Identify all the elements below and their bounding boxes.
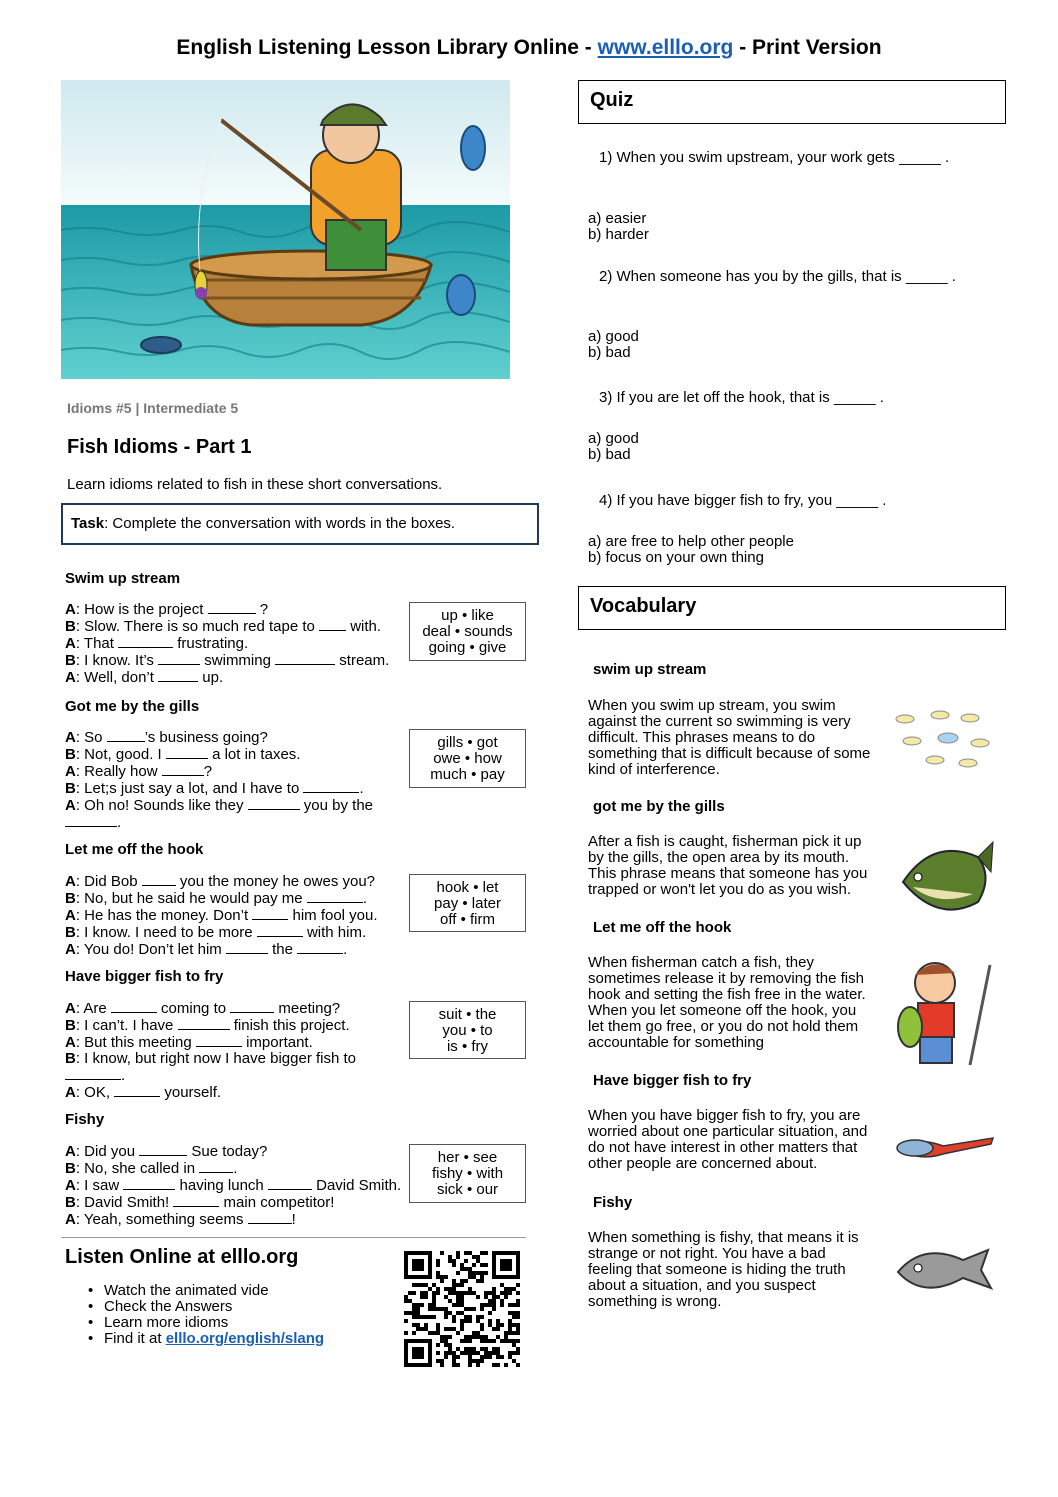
vocab-illustration [893,1128,995,1168]
quiz-question: 3) If you are let off the hook, that is _____ . [599,389,884,406]
word-box-line: you • to [442,1022,493,1039]
conversation-line [65,1160,401,1177]
word-box-line: suit • the [438,1006,497,1023]
line-text: : You do! Don’t let him [75,941,226,958]
line-text: : Well, don’t [75,669,159,686]
definition-line: worried about one particular situation, and [588,1123,868,1140]
line-text: you the money he owes you? [175,873,376,890]
fisherman-illustration [61,80,510,379]
line-text: : I know, but right now I have bigger fish to [75,1050,357,1067]
conversation-line [65,941,378,958]
speaker-label: B [65,890,76,907]
line-text: : I saw [75,1177,124,1194]
line-text: : Let;s just say a lot, and I have to [75,780,304,797]
word-box-line: gills • got [437,734,498,751]
answer-blank[interactable] [142,873,176,886]
quiz-option[interactable]: b) bad [588,446,631,463]
speaker-label: B [65,652,76,669]
line-text: : Really how [75,763,162,780]
listen-title: Listen Online at elllo.org [65,1246,299,1268]
definition-line: This phrase means that someone has you [588,865,868,882]
definition-line: let them go free, or you do not hold them [588,1018,859,1035]
word-box-line: her • see [437,1149,498,1166]
lesson-intro: Learn idioms related to fish in these short conversations. [67,476,443,493]
line-text: ’s business going? [144,729,268,746]
speaker-label: A [65,635,76,652]
line-text: up. [198,669,224,686]
line-text: : David Smith! [75,1194,174,1211]
quiz-options [588,431,639,463]
conversation-line [65,652,389,669]
word-box-line: sick • our [436,1181,499,1198]
listen-item: • Watch the animated vide [86,1283,324,1299]
header-prefix: English Listening Lesson Library Online - [176,36,598,59]
line-text: : Slow. There is so much red tape to [75,618,320,635]
line-text: : Are [75,1000,111,1017]
line-text: : I know. It’s [75,652,159,669]
line-text: . [359,780,364,797]
definition-line: feeling that someone is hiding the truth [588,1261,846,1278]
answer-blank[interactable] [248,797,300,810]
vocab-illustration [893,1242,995,1296]
word-box [409,602,526,661]
vocab-heading: Vocabulary [578,586,1006,630]
answer-blank[interactable] [226,941,268,954]
definition-line: strange or not right. You have a bad [588,1245,826,1262]
answer-blank[interactable] [118,635,173,648]
line-text: : I can’t. I have [75,1017,178,1034]
quiz-option[interactable]: a) are free to help other people [588,533,794,550]
line-text: : I know. I need to be more [75,924,257,941]
quiz-option[interactable]: a) good [588,328,639,345]
line-text: coming to [156,1000,231,1017]
quiz-option[interactable]: a) easier [588,210,647,227]
line-text: . [343,941,348,958]
definition-line: kind of interference. [588,761,720,778]
line-text: : He has the money. Don’t [75,907,253,924]
definition-line: When you let someone off the hook, you [588,1002,857,1019]
word-box-line: fishy • with [431,1165,504,1182]
word-box-line: deal • sounds [422,623,513,640]
task-label: Task [71,515,105,532]
conversation-line [65,873,378,890]
conversation-line [65,763,373,780]
conversation-line [65,1000,356,1017]
speaker-label: B [65,1160,76,1177]
find-prefix: Find it at [104,1330,166,1347]
answer-blank[interactable] [158,669,198,682]
answer-blank[interactable] [257,924,303,937]
definition-line: do not have interest in other matters that [588,1139,858,1156]
word-box-line: off • firm [440,911,495,928]
word-box-line: pay • later [434,895,501,912]
line-text: : Not, good. I [75,746,166,763]
definition-line: something is wrong. [588,1293,722,1310]
answer-blank[interactable] [248,1211,292,1224]
conversation-line [65,890,378,907]
line-text: the [267,941,298,958]
definition-line: against the current so swimming is very [588,713,851,730]
answer-blank[interactable] [297,941,343,954]
vocab-term: Have bigger fish to fry [593,1072,752,1089]
line-text: ! [291,1211,296,1228]
answer-blank[interactable] [196,1034,242,1047]
vocab-definition [588,834,888,898]
quiz-question: 4) If you have bigger fish to fry, you _____ . [599,492,887,509]
line-text: . [117,814,122,831]
answer-blank[interactable] [65,814,117,827]
word-box-line: hook • let [436,879,499,896]
definition-line: When something is fishy, that means it is [588,1229,859,1246]
speaker-label: A [65,1000,76,1017]
conversation [65,729,373,831]
conversation-line [65,635,389,652]
speaker-label: A [65,669,76,686]
answer-blank[interactable] [178,1017,230,1030]
section-heading: Let me off the hook [65,841,204,858]
line-text: a lot in taxes. [207,746,301,763]
vocab-illustration [890,955,1000,1075]
slang-link[interactable]: elllo.org/english/slang [165,1330,325,1347]
line-text: : No, she called in [75,1160,200,1177]
word-box [409,1001,526,1059]
qr-code [404,1251,520,1367]
conversation-line [65,1017,356,1034]
vocab-illustration [890,705,1000,773]
listen-item [86,1331,324,1347]
conversation [65,601,389,686]
definition-line: accountable for something [588,1034,764,1051]
conversation-line [65,907,378,924]
conversation-line [65,780,373,797]
vocab-term: swim up stream [593,661,707,678]
word-box-line: up • like [441,607,494,624]
listen-item: • Learn more idioms [86,1315,324,1331]
conversation-line [65,669,389,686]
speaker-label: B [65,618,76,635]
conversation-line [65,601,389,618]
conversation [65,873,378,958]
speaker-label: A [65,1211,76,1228]
line-text: : No, but he said he would pay me [75,890,307,907]
line-text: : Oh no! Sounds like they [75,797,248,814]
line-text: with. [346,618,382,635]
line-text: him fool you. [288,907,378,924]
header-site-link[interactable]: www.elllo.org [597,36,734,59]
definition-line: After a fish is caught, fisherman pick it up [588,833,862,850]
answer-blank[interactable] [139,1143,187,1156]
speaker-label: A [65,797,76,814]
line-text: important. [241,1034,313,1051]
quiz-options [588,329,639,361]
lesson-title: Fish Idioms - Part 1 [67,436,252,458]
vocab-term: Fishy [593,1194,633,1211]
speaker-label: A [65,601,76,618]
answer-blank[interactable] [166,746,208,759]
line-text: finish this project. [229,1017,350,1034]
divider [61,1237,526,1238]
speaker-label: A [65,1034,76,1051]
header-suffix: - Print Version [733,36,882,59]
conversation-line [65,797,373,814]
answer-blank[interactable] [252,907,288,920]
line-text: you by the [299,797,374,814]
word-box [409,874,526,932]
conversation-line [65,1067,356,1084]
word-box-line: going • give [428,639,507,656]
definition-line: sometimes release it by removing the fish [588,970,864,987]
speaker-label: B [65,924,76,941]
definition-line: other people are concerned about. [588,1155,818,1172]
quiz-heading: Quiz [578,80,1006,124]
conversation-line [65,1143,401,1160]
line-text: David Smith. [311,1177,402,1194]
word-box [409,1144,526,1203]
answer-blank[interactable] [111,1000,157,1013]
speaker-label: A [65,873,76,890]
vocab-term: got me by the gills [593,798,725,815]
conversation-line [65,1084,356,1101]
section-heading: Have bigger fish to fry [65,968,224,985]
speaker-label: B [65,780,76,797]
definition-line: When you have bigger fish to fry, you are [588,1107,861,1124]
definition-line: by the gills, the open area by its mouth. [588,849,849,866]
definition-line: When you swim up stream, you swim [588,697,836,714]
conversation-line [65,1177,401,1194]
line-text: yourself. [160,1084,222,1101]
word-box-line: is • fry [446,1038,489,1055]
line-text: ? [203,763,213,780]
line-text: ? [255,601,269,618]
lesson-meta: Idioms #5 | Intermediate 5 [67,400,239,416]
conversation-line [65,814,373,831]
answer-blank[interactable] [230,1000,274,1013]
conversation-line [65,1034,356,1051]
conversation-line [65,1211,401,1228]
answer-blank[interactable] [268,1177,312,1190]
definition-line: When fisherman catch a fish, they [588,954,814,971]
page-header [0,36,1058,60]
task-box [61,503,539,545]
line-text: swimming [200,652,276,669]
line-text: : Yeah, something seems [75,1211,248,1228]
word-box [409,729,526,788]
listen-item: • Check the Answers [86,1299,324,1315]
conversation-line [65,746,373,763]
vocab-illustration [893,832,996,930]
line-text: . [233,1160,238,1177]
speaker-label: A [65,1143,76,1160]
vocab-definition [588,698,888,778]
answer-blank[interactable] [123,1177,175,1190]
line-text: stream. [335,652,390,669]
line-text: : That [75,635,119,652]
quiz-option[interactable]: a) good [588,430,639,447]
line-text: . [121,1067,126,1084]
line-text: : But this meeting [75,1034,196,1051]
conversation [65,1143,401,1228]
conversation-line [65,1194,401,1211]
vocab-term: Let me off the hook [593,919,732,936]
quiz-options [588,534,794,566]
line-text: frustrating. [173,635,249,652]
section-heading: Fishy [65,1111,105,1128]
answer-blank[interactable] [208,601,256,614]
line-text: : Did you [75,1143,140,1160]
speaker-label: B [65,1017,76,1034]
word-box-line: much • pay [430,766,505,783]
definition-line: difficult. This phrases means to do [588,729,816,746]
line-text: with him. [302,924,367,941]
quiz-option[interactable]: b) bad [588,344,631,361]
speaker-label: A [65,729,76,746]
line-text: Sue today? [187,1143,268,1160]
quiz-question: 1) When you swim upstream, your work gets _____ . [599,149,950,166]
line-text: having lunch [175,1177,268,1194]
conversation-line [65,618,389,635]
speaker-label: B [65,1194,76,1211]
line-text: : How is the project [75,601,208,618]
answer-blank[interactable] [303,780,359,793]
line-text: main competitor! [219,1194,335,1211]
answer-blank[interactable] [319,618,346,631]
line-text: : So [75,729,107,746]
task-text: : Complete the conversation with words in the boxes. [104,515,456,532]
line-text: : OK, [75,1084,115,1101]
answer-blank[interactable] [107,729,145,742]
section-heading: Got me by the gills [65,698,200,715]
speaker-label: B [65,746,76,763]
conversation-line [65,924,378,941]
speaker-label: B [65,1050,76,1067]
speaker-label: A [65,1177,76,1194]
answer-blank[interactable] [307,890,363,903]
answer-blank[interactable] [173,1194,219,1207]
answer-blank[interactable] [275,652,335,665]
quiz-option[interactable]: b) focus on your own thing [588,549,764,566]
conversation-line [65,729,373,746]
answer-blank[interactable] [158,652,200,665]
section-heading: Swim up stream [65,570,181,587]
definition-line: hook and setting the fish free in the water. [588,986,866,1003]
answer-blank[interactable] [162,763,204,776]
conversation-line [65,1051,356,1067]
word-box-line: owe • how [433,750,502,767]
vocab-definition [588,955,888,1051]
answer-blank[interactable] [199,1160,233,1173]
answer-blank[interactable] [114,1084,160,1097]
speaker-label: A [65,907,76,924]
vocab-definition [588,1108,888,1172]
vocab-definition [588,1230,888,1310]
line-text: : Did Bob [75,873,142,890]
conversation [65,1000,356,1101]
definition-line: something that is difficult because of some [588,745,871,762]
definition-line: trapped or won't let you do as you wish. [588,881,852,898]
speaker-label: A [65,941,76,958]
line-text: meeting? [274,1000,341,1017]
listen-list [86,1283,324,1347]
quiz-option[interactable]: b) harder [588,226,649,243]
quiz-options [588,211,649,243]
speaker-label: A [65,1084,76,1101]
answer-blank[interactable] [65,1067,121,1080]
speaker-label: A [65,763,76,780]
quiz-question: 2) When someone has you by the gills, that is _____ . [599,268,956,285]
line-text: . [362,890,367,907]
definition-line: about a situation, and you suspect [588,1277,816,1294]
